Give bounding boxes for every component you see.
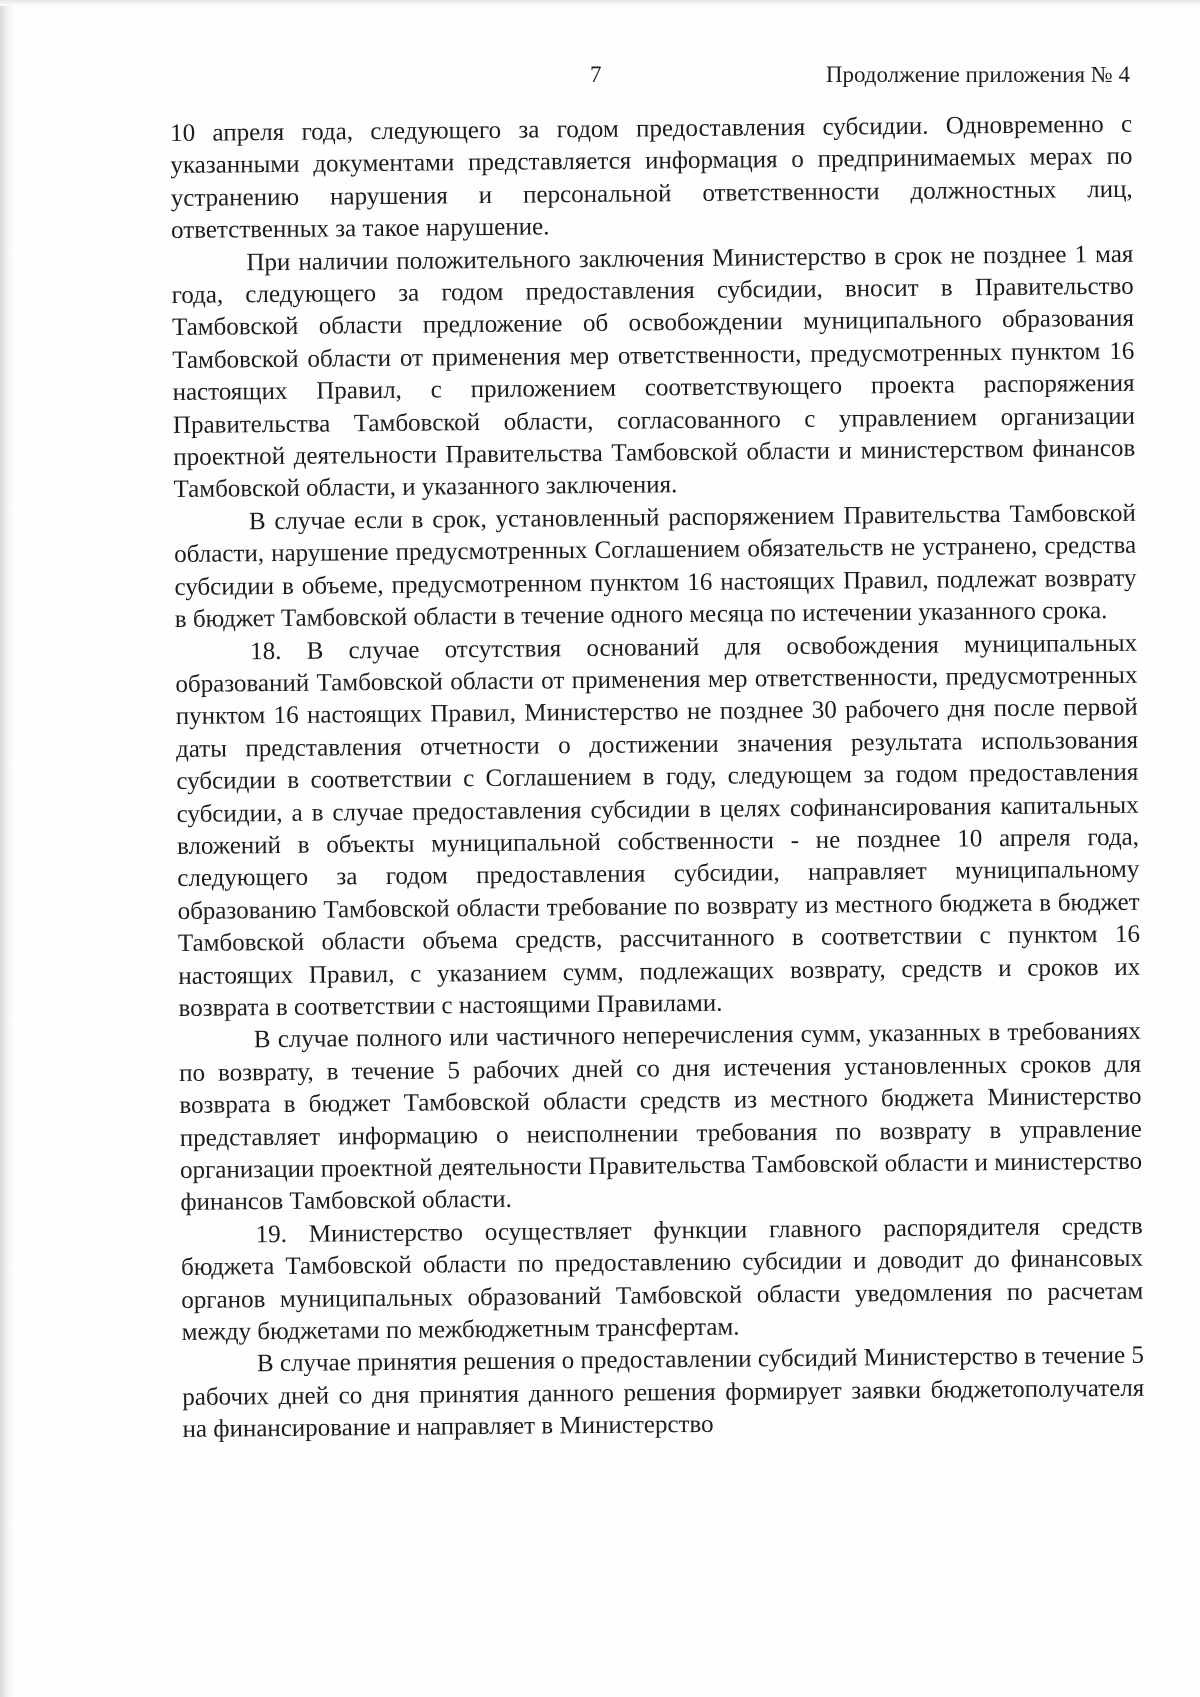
paragraph-item-19: 19. Министерство осуществляет функции главного распорядителя средств бюджета Тамбовской области по предоставлению субсидии и доводит до финансовых органов муниципальных образований Тамбовской области уведомления по расчетам между бюджетами по межбюджетным трансфертам. [180,1212,1144,1346]
scan-top-shadow [0,0,1200,6]
paragraph-not-remedied: В случае если в срок, установленный распоряжением Правительства Тамбовской области, нарушение предусмотренных Соглашением обязательств не устранено, средства субсидии в объеме, предусмотренном пунктом 16 настоящих Правил, подлежат возврату в бюджет Тамбовской области в течение одного месяца по истечении указанного срока. [174,499,1137,634]
page-number: 7 [590,62,602,87]
paragraph-continuation: 10 апреля года, следующего за годом предоставления субсидии. Одновременно с указанными документами представляется информация о предпринимаемых мерах по устранению нарушения и персональной ответственности должностных лиц, ответственных за такое нарушение. [170,110,1133,245]
page-header [0,62,1200,98]
paragraph-non-transfer: В случае полного или частичного неперечисления сумм, указанных в требованиях по возврату, в течение 5 рабочих дней со дня истечения установленных сроков для возврата в бюджет Тамбовской области средств из местного бюджета Министерство представляет информацию о неисполнении требования по возврату в управление организации проектной деятельности Правительства Тамбовской области и министерство финансов Тамбовской области. [179,1018,1143,1217]
paragraph-positive-conclusion: При наличии положительного заключения Министерство в срок не позднее 1 мая года, следующего за годом предоставления субсидии, вносит в Правительство Тамбовской области предложение об освобождении муниципального образования Тамбовской области от применения мер ответственности, предусмотренных пунктом 16 настоящих Правил, с приложением соответствующего проекта распоряжения Правительства Тамбовской области, согласованного с управлением организации проектной деятельности Правительства Тамбовской области и министерством финансов Тамбовской области, и указанного заключения. [171,240,1136,504]
paragraph-item-18: 18. В случае отсутствия оснований для освобождения муниципальных образований Тамбовской области от применения мер ответственности, предусмотренных пунктом 16 настоящих Правил, Министерство не позднее 30 рабочего дня после первой даты представления отчетности о достижении значения результата использования субсидии в соответствии с Соглашением в году, следующем за годом предоставления субсидии, а в случае предоставления субсидии в целях софинансирования капитальных вложений в объекты муниципальной собственности - не позднее 10 апреля года, следующего за годом предоставления субсидии, направляет муниципальному образованию Тамбовской области требование по возврату из местного бюджета в бюджет Тамбовской области объема средств, рассчитанного в соответствии с пунктом 16 настоящих Правил, с указанием сумм, подлежащих возврату, средств и сроков их возврата в соответствии с настоящими Правилами. [175,629,1141,1022]
appendix-label: Продолжение приложения № 4 [825,62,1130,87]
scan-edge-shadow [0,0,14,1697]
document-body [170,109,1145,1447]
paragraph-subsidy-decision: В случае принятия решения о предоставлении субсидий Министерство в течение 5 рабочих дней со дня принятия данного решения формирует заявки бюджетополучателя на финансирование и направляет в Министерство [182,1342,1145,1444]
